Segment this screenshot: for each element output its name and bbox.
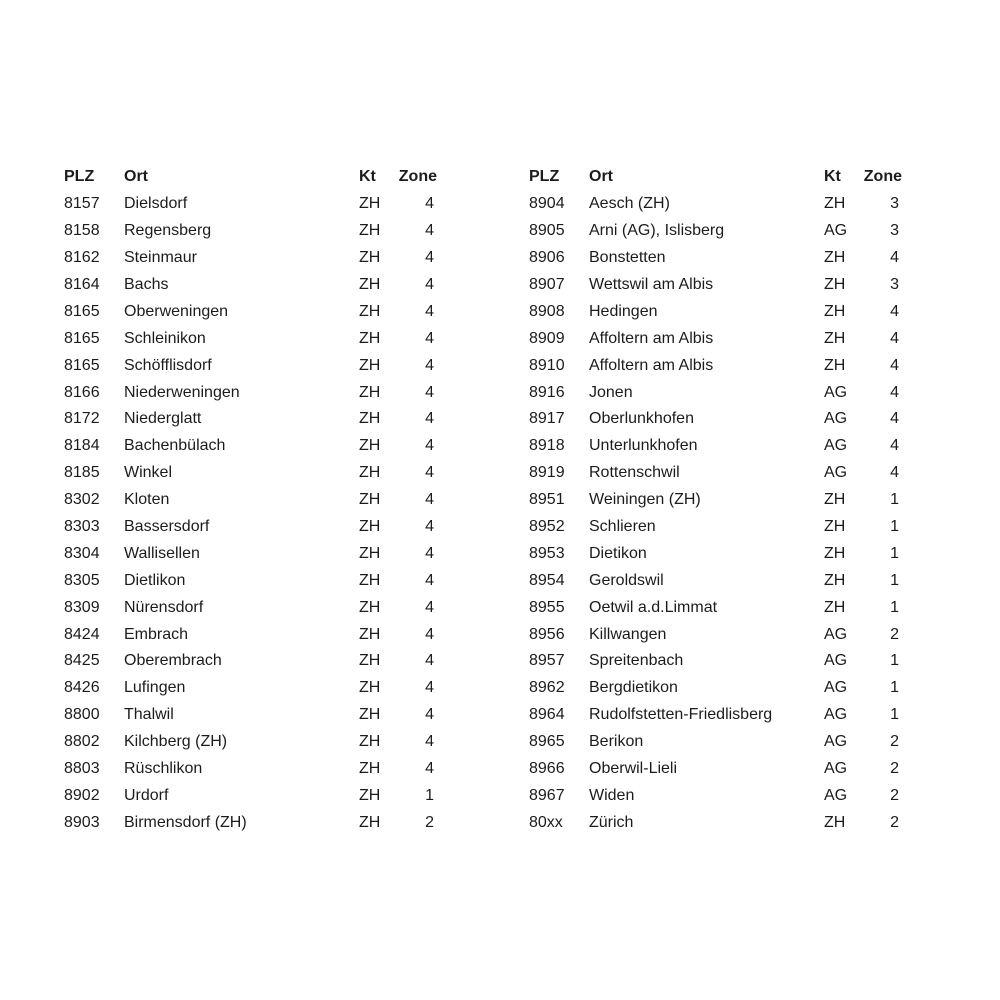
table-row (64, 782, 437, 809)
cell-kt: ZH (359, 276, 381, 293)
cell-kt: ZH (359, 786, 381, 804)
cell-plz: 8165 (64, 356, 100, 374)
cell-plz: 8802 (64, 733, 100, 751)
cell-zone: 4 (425, 733, 434, 751)
cell-ort: Killwangen (589, 625, 667, 643)
cell-kt: ZH (359, 625, 381, 643)
cell-kt: ZH (824, 598, 846, 616)
cell-zone: 4 (890, 383, 899, 401)
cell-ort: Aesch (ZH) (589, 195, 670, 213)
cell-plz: 8951 (529, 491, 565, 509)
cell-plz: 8302 (64, 491, 100, 509)
cell-kt: ZH (359, 329, 381, 347)
table-row (64, 702, 437, 729)
cell-kt: AG (824, 733, 848, 751)
cell-ort: Berikon (589, 733, 644, 751)
cell-zone: 1 (890, 544, 899, 562)
cell-ort: Oberwil-Lieli (589, 760, 678, 778)
table-row (64, 433, 437, 460)
cell-plz: 8954 (529, 571, 565, 589)
cell-ort: Arni (AG), Islisberg (589, 222, 725, 240)
cell-plz: 8904 (529, 195, 565, 213)
cell-zone: 4 (425, 276, 434, 293)
cell-kt: ZH (359, 302, 381, 320)
cell-zone: 4 (890, 249, 899, 267)
table-row (529, 594, 902, 621)
cell-zone: 2 (425, 813, 434, 831)
table-row (529, 702, 902, 729)
cell-plz: 8164 (64, 276, 100, 293)
cell-zone: 4 (425, 679, 434, 697)
cell-zone: 1 (890, 679, 899, 697)
header-row (529, 164, 902, 191)
column-header-plz: PLZ (64, 168, 95, 186)
cell-kt: AG (824, 464, 848, 482)
table-row (64, 272, 437, 299)
table-row (64, 675, 437, 702)
table-row (64, 460, 437, 487)
cell-ort: Rottenschwil (589, 464, 680, 482)
plz-zone-table-right (529, 164, 902, 836)
cell-plz: 8952 (529, 518, 565, 536)
cell-ort: Winkel (124, 464, 173, 482)
cell-ort: Hedingen (589, 302, 658, 320)
cell-plz: 8803 (64, 760, 100, 778)
table-row (64, 594, 437, 621)
table-row (64, 648, 437, 675)
cell-ort: Kloten (124, 491, 170, 509)
cell-ort: Dielsdorf (124, 195, 188, 213)
table-row (64, 487, 437, 514)
table-row (64, 379, 437, 406)
cell-plz: 8966 (529, 760, 565, 778)
cell-zone: 1 (890, 491, 899, 509)
cell-plz: 8157 (64, 195, 100, 213)
cell-zone: 4 (425, 652, 434, 670)
cell-ort: Rudolfstetten-Friedlisberg (589, 706, 773, 724)
table-row (529, 272, 902, 299)
table-row (529, 379, 902, 406)
cell-ort: Oetwil a.d.Limmat (589, 598, 718, 616)
cell-kt: AG (824, 625, 848, 643)
cell-kt: ZH (359, 383, 381, 401)
cell-zone: 4 (890, 437, 899, 455)
cell-ort: Steinmaur (124, 249, 197, 267)
cell-kt: AG (824, 383, 848, 401)
column-header-ort: Ort (589, 168, 613, 186)
cell-plz: 8909 (529, 329, 565, 347)
table-row (529, 406, 902, 433)
cell-kt: ZH (824, 276, 846, 293)
cell-kt: ZH (359, 195, 381, 213)
table-row (529, 325, 902, 352)
cell-ort: Urdorf (124, 786, 169, 804)
cell-zone: 2 (890, 625, 899, 643)
cell-ort: Kilchberg (ZH) (124, 733, 228, 751)
cell-kt: AG (824, 706, 848, 724)
cell-zone: 2 (890, 760, 899, 778)
cell-kt: ZH (824, 302, 846, 320)
cell-plz: 8172 (64, 410, 100, 428)
cell-zone: 1 (890, 518, 899, 536)
table-row (64, 245, 437, 272)
table-row (529, 809, 902, 836)
plz-zone-table-left (64, 164, 437, 836)
table-row (64, 809, 437, 836)
cell-zone: 4 (890, 302, 899, 320)
cell-zone: 2 (890, 813, 899, 831)
cell-plz: 8158 (64, 222, 100, 240)
cell-zone: 4 (425, 518, 434, 536)
cell-ort: Nürensdorf (124, 598, 204, 616)
cell-kt: ZH (359, 598, 381, 616)
cell-plz: 8902 (64, 786, 100, 804)
cell-ort: Bonstetten (589, 249, 666, 267)
cell-kt: AG (824, 410, 848, 428)
cell-kt: ZH (824, 491, 846, 509)
table-row (529, 540, 902, 567)
table-row (529, 460, 902, 487)
cell-kt: ZH (824, 813, 846, 831)
cell-kt: ZH (824, 329, 846, 347)
cell-ort: Oberlunkhofen (589, 410, 694, 428)
table-row (64, 729, 437, 756)
cell-kt: AG (824, 437, 848, 455)
table-row (64, 352, 437, 379)
cell-zone: 4 (425, 437, 434, 455)
cell-plz: 8165 (64, 302, 100, 320)
cell-plz: 8184 (64, 437, 100, 455)
cell-plz: 8303 (64, 518, 100, 536)
cell-kt: ZH (824, 356, 846, 374)
cell-kt: ZH (824, 249, 846, 267)
cell-ort: Unterlunkhofen (589, 437, 698, 455)
cell-plz: 8426 (64, 679, 100, 697)
cell-plz: 8910 (529, 356, 565, 374)
cell-plz: 8165 (64, 329, 100, 347)
cell-ort: Affoltern am Albis (589, 356, 714, 374)
cell-kt: AG (824, 652, 848, 670)
table-row (529, 487, 902, 514)
cell-zone: 2 (890, 733, 899, 751)
cell-zone: 4 (425, 571, 434, 589)
cell-kt: ZH (824, 195, 846, 213)
cell-kt: ZH (824, 571, 846, 589)
cell-ort: Jonen (589, 383, 633, 401)
cell-ort: Schlieren (589, 518, 656, 536)
cell-kt: AG (824, 679, 848, 697)
cell-zone: 4 (425, 195, 434, 213)
cell-plz: 8304 (64, 544, 100, 562)
cell-ort: Wallisellen (124, 544, 200, 562)
cell-zone: 1 (890, 571, 899, 589)
cell-plz: 8967 (529, 786, 565, 804)
cell-ort: Widen (589, 786, 635, 804)
cell-kt: ZH (359, 518, 381, 536)
table-row (64, 514, 437, 541)
cell-ort: Bassersdorf (124, 518, 210, 536)
cell-ort: Affoltern am Albis (589, 329, 714, 347)
table-row (529, 675, 902, 702)
cell-kt: ZH (359, 679, 381, 697)
cell-zone: 4 (425, 464, 434, 482)
column-header-kt: Kt (824, 168, 841, 186)
cell-zone: 4 (425, 760, 434, 778)
cell-kt: ZH (359, 356, 381, 374)
cell-ort: Rüschlikon (124, 760, 203, 778)
cell-kt: ZH (359, 437, 381, 455)
cell-zone: 3 (890, 222, 899, 240)
cell-ort: Lufingen (124, 679, 186, 697)
cell-zone: 4 (425, 598, 434, 616)
table-row (529, 191, 902, 218)
cell-plz: 8908 (529, 302, 565, 320)
table-row (529, 514, 902, 541)
cell-zone: 1 (425, 786, 434, 804)
cell-kt: ZH (359, 544, 381, 562)
table-row (529, 648, 902, 675)
cell-plz: 8964 (529, 706, 565, 724)
cell-zone: 3 (890, 195, 899, 213)
cell-zone: 4 (425, 706, 434, 724)
cell-ort: Oberembrach (124, 652, 222, 670)
cell-plz: 8916 (529, 383, 565, 401)
cell-plz: 8424 (64, 625, 100, 643)
table-row (529, 729, 902, 756)
cell-ort: Bachs (124, 276, 169, 293)
table-row (529, 756, 902, 783)
cell-kt: ZH (359, 652, 381, 670)
table-row (64, 406, 437, 433)
cell-zone: 1 (890, 598, 899, 616)
cell-plz: 8907 (529, 276, 565, 293)
cell-plz: 8166 (64, 383, 100, 401)
cell-ort: Niederglatt (124, 410, 202, 428)
cell-zone: 4 (425, 249, 434, 267)
cell-kt: ZH (359, 706, 381, 724)
cell-ort: Schöfflisdorf (124, 356, 212, 374)
cell-plz: 8962 (529, 679, 565, 697)
cell-zone: 4 (425, 410, 434, 428)
cell-ort: Schleinikon (124, 329, 206, 347)
cell-plz: 8800 (64, 706, 100, 724)
cell-plz: 8309 (64, 598, 100, 616)
cell-ort: Wettswil am Albis (589, 276, 714, 293)
cell-kt: ZH (359, 733, 381, 751)
table-row (529, 567, 902, 594)
cell-plz: 8917 (529, 410, 565, 428)
cell-zone: 4 (890, 464, 899, 482)
cell-ort: Bachenbülach (124, 437, 226, 455)
table-row (64, 325, 437, 352)
cell-kt: ZH (359, 813, 381, 831)
cell-kt: ZH (359, 410, 381, 428)
table-row (529, 245, 902, 272)
cell-ort: Embrach (124, 625, 189, 643)
cell-kt: ZH (359, 222, 381, 240)
cell-plz: 8185 (64, 464, 100, 482)
table-row (64, 567, 437, 594)
cell-zone: 4 (425, 356, 434, 374)
column-header-zone: Zone (863, 168, 902, 186)
header-row (64, 164, 437, 191)
cell-ort: Birmensdorf (ZH) (124, 813, 247, 831)
cell-ort: Oberweningen (124, 302, 229, 320)
plz-zone-table (64, 164, 437, 836)
cell-kt: ZH (824, 544, 846, 562)
cell-plz: 8906 (529, 249, 565, 267)
cell-kt: AG (824, 760, 848, 778)
cell-kt: ZH (359, 249, 381, 267)
table-row (529, 298, 902, 325)
cell-plz: 8425 (64, 652, 100, 670)
cell-plz: 8965 (529, 733, 565, 751)
cell-zone: 4 (425, 544, 434, 562)
cell-kt: ZH (824, 518, 846, 536)
table-row (64, 298, 437, 325)
cell-plz: 8919 (529, 464, 565, 482)
cell-kt: ZH (359, 491, 381, 509)
cell-plz: 8955 (529, 598, 565, 616)
cell-plz: 8918 (529, 437, 565, 455)
table-row (529, 352, 902, 379)
table-row (64, 621, 437, 648)
cell-plz: 8162 (64, 249, 100, 267)
table-row (529, 433, 902, 460)
cell-kt: ZH (359, 760, 381, 778)
cell-plz: 8957 (529, 652, 565, 670)
cell-zone: 1 (890, 652, 899, 670)
cell-plz: 8905 (529, 222, 565, 240)
table-row (529, 218, 902, 245)
table-row (529, 782, 902, 809)
cell-plz: 8903 (64, 813, 100, 831)
column-header-zone: Zone (398, 168, 437, 186)
cell-ort: Bergdietikon (589, 679, 678, 697)
cell-zone: 2 (890, 786, 899, 804)
cell-zone: 4 (425, 625, 434, 643)
table-row (529, 621, 902, 648)
cell-kt: ZH (359, 571, 381, 589)
cell-ort: Dietikon (589, 544, 647, 562)
cell-ort: Weiningen (ZH) (589, 491, 701, 509)
column-header-ort: Ort (124, 168, 148, 186)
column-header-kt: Kt (359, 168, 376, 186)
cell-zone: 4 (425, 222, 434, 240)
cell-plz: 8953 (529, 544, 565, 562)
column-header-plz: PLZ (529, 168, 560, 186)
cell-zone: 4 (890, 356, 899, 374)
cell-zone: 1 (890, 706, 899, 724)
cell-kt: ZH (359, 464, 381, 482)
cell-ort: Thalwil (124, 706, 174, 724)
cell-plz: 8305 (64, 571, 100, 589)
cell-ort: Geroldswil (589, 571, 664, 589)
cell-zone: 4 (425, 383, 434, 401)
cell-ort: Regensberg (124, 222, 212, 240)
cell-zone: 4 (425, 302, 434, 320)
cell-ort: Zürich (589, 813, 634, 831)
table-row (64, 540, 437, 567)
cell-ort: Niederweningen (124, 383, 240, 401)
cell-kt: AG (824, 786, 848, 804)
cell-zone: 4 (890, 329, 899, 347)
cell-zone: 4 (890, 410, 899, 428)
table-row (64, 218, 437, 245)
cell-kt: AG (824, 222, 848, 240)
cell-plz: 8956 (529, 625, 565, 643)
cell-zone: 4 (425, 491, 434, 509)
table-row (64, 191, 437, 218)
plz-zone-table (529, 164, 902, 836)
cell-zone: 4 (425, 329, 434, 347)
table-row (64, 756, 437, 783)
cell-zone: 3 (890, 276, 899, 293)
cell-plz: 80xx (529, 813, 563, 831)
cell-ort: Spreitenbach (589, 652, 684, 670)
cell-ort: Dietlikon (124, 571, 186, 589)
